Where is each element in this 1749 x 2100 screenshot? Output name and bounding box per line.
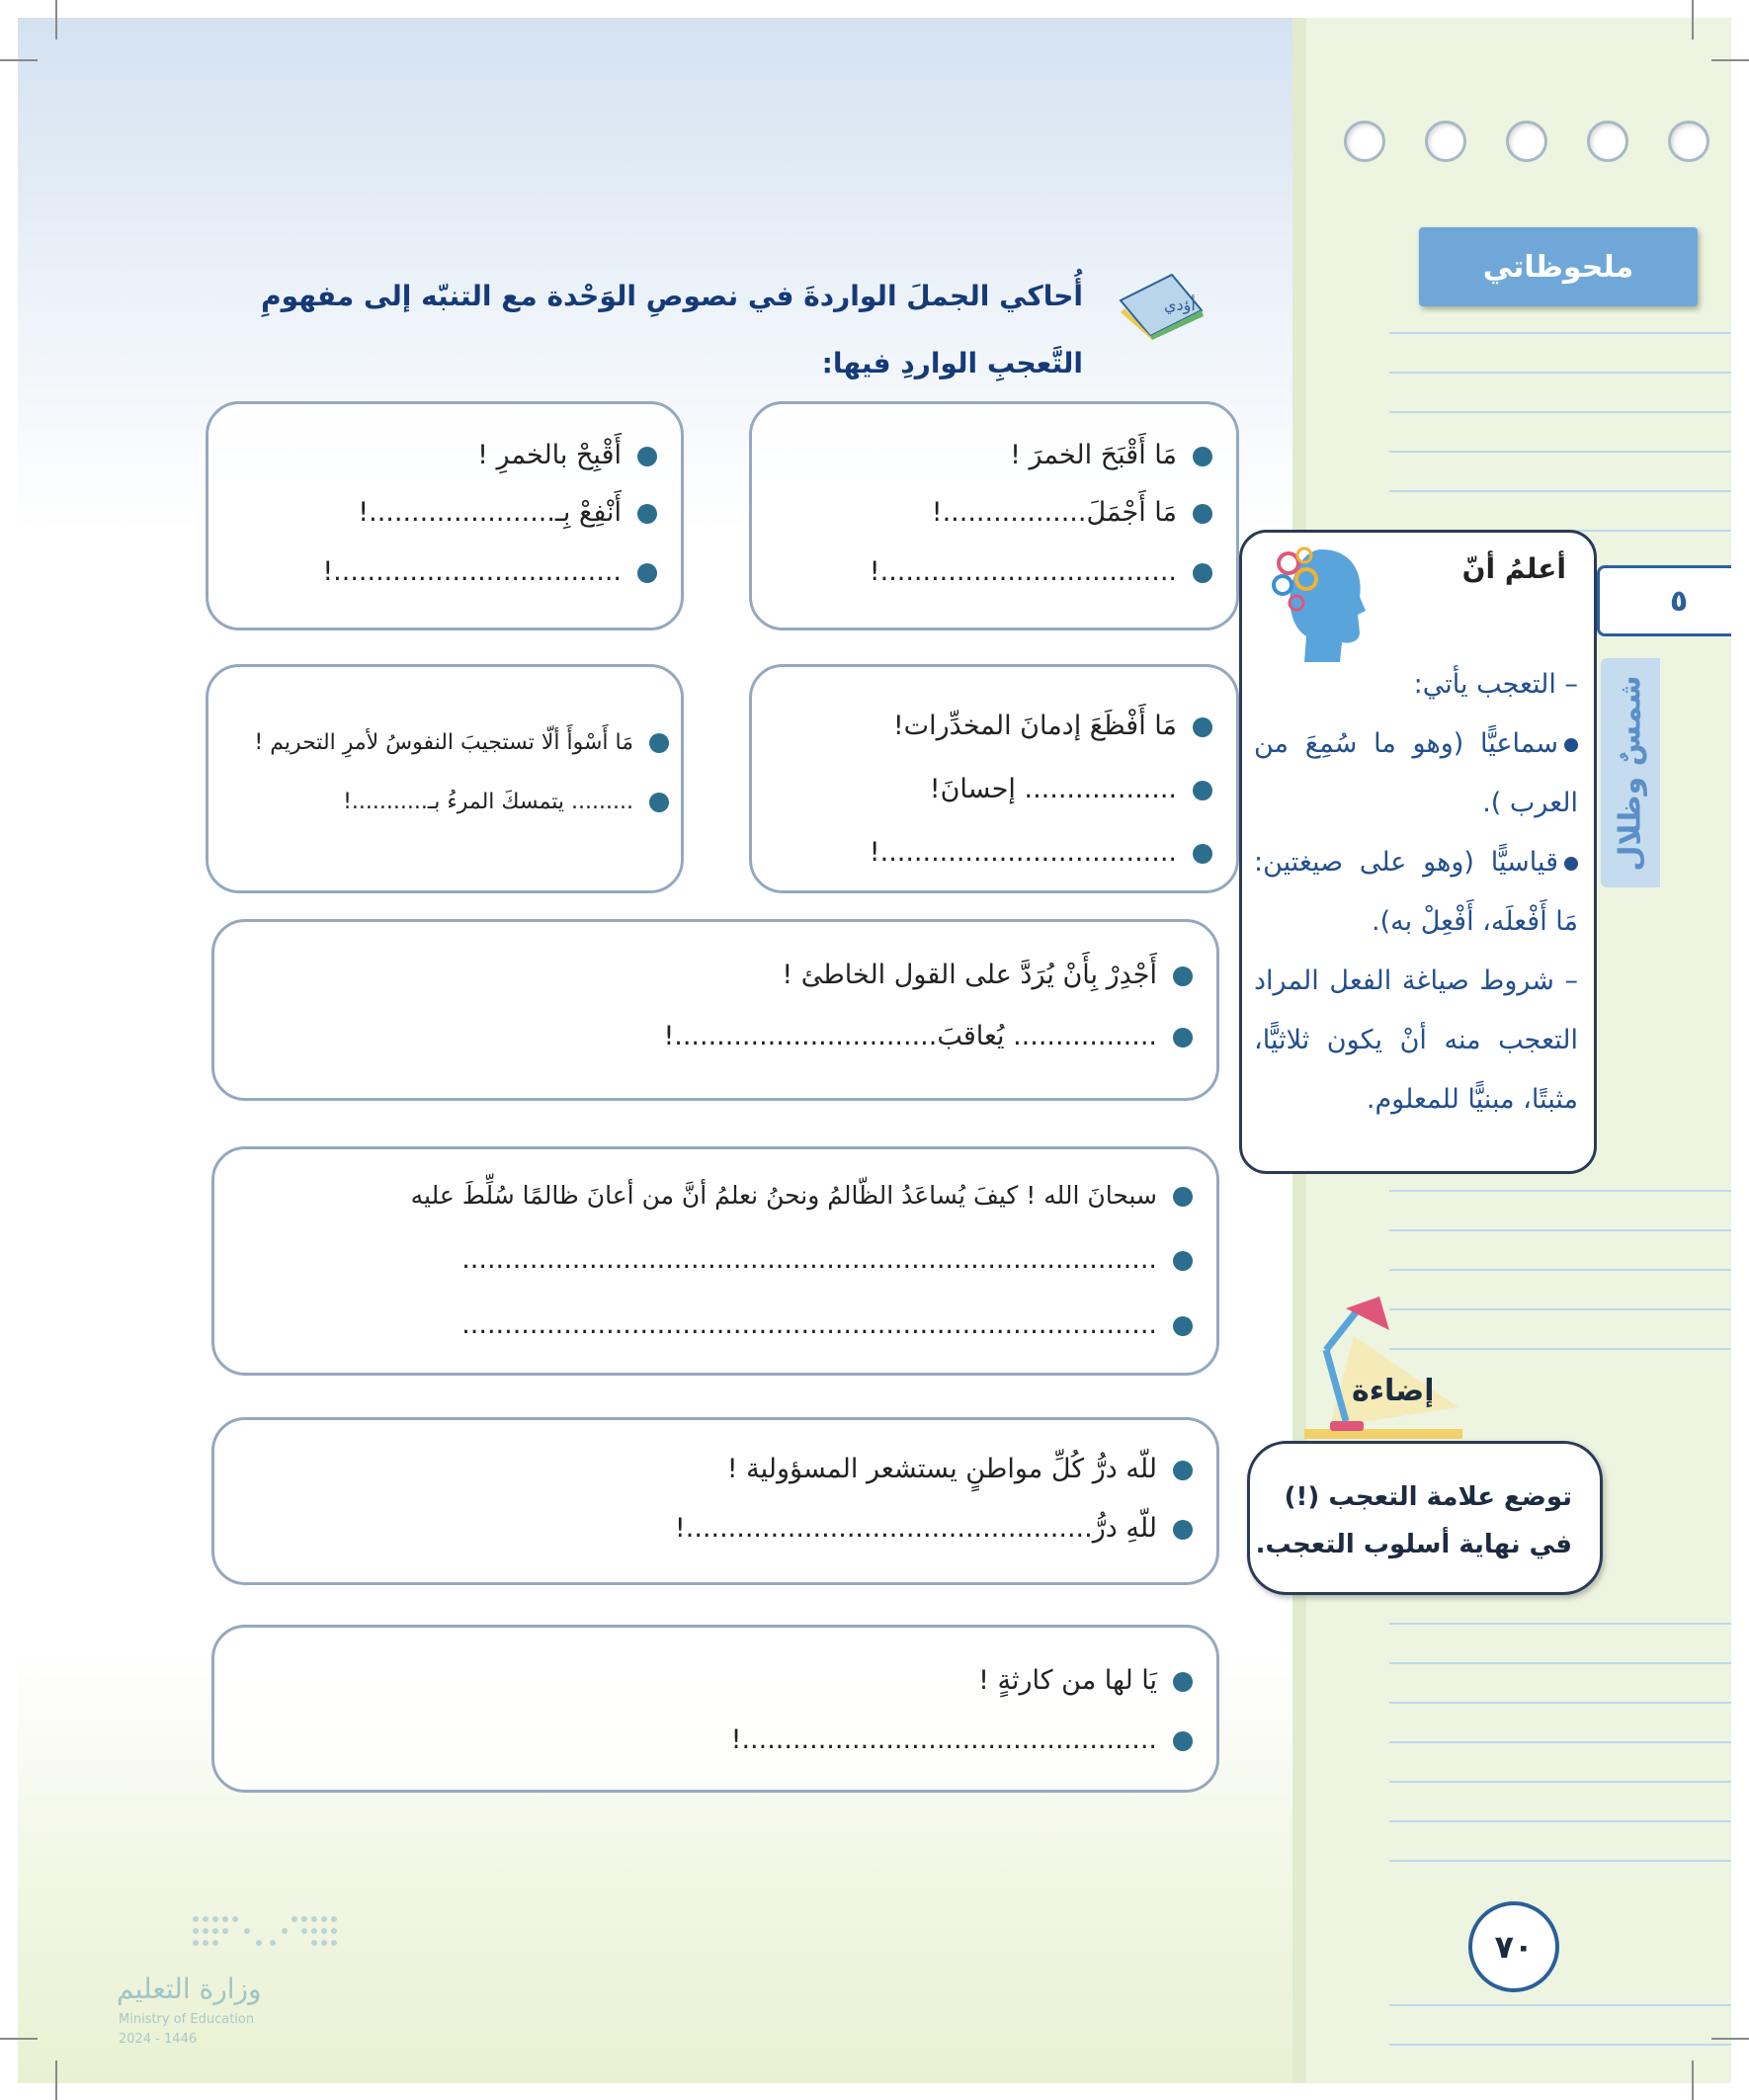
notes-rule (1389, 1269, 1731, 1271)
exercise-line: سبحانَ الله ! كيفَ يُساعَدُ الظّالمُ ونحنُ نعلمُ أنَّ من أعانَ ظالمًا سُلِّطَ عليه (234, 1181, 1193, 1210)
bullet-icon (1173, 1520, 1193, 1540)
bullet-icon (1193, 447, 1212, 466)
notes-rule (1389, 1820, 1731, 1822)
notes-rule (1389, 1702, 1731, 1704)
unit-vertical-tab-label: شمسٌ وظلال (1613, 674, 1648, 872)
crop-mark (55, 0, 57, 40)
bullet-icon (649, 793, 669, 812)
desk-lamp-icon (1291, 1291, 1478, 1443)
binder-hole (1506, 121, 1547, 162)
exercise-box-8 (211, 1625, 1219, 1793)
page-number: ٧٠ (1468, 1901, 1559, 1992)
exercise-line: يَا لها من كارثةٍ ! (234, 1665, 1193, 1696)
notes-rule (1389, 490, 1731, 492)
exercise-line: .................. إحسانَ! (772, 774, 1212, 804)
exercise-line: ...................................! (772, 837, 1212, 868)
exercise-line: .................................................! (234, 1724, 1193, 1755)
binder-hole (1425, 121, 1466, 162)
notes-rule (1389, 372, 1731, 374)
notes-rule (1389, 1781, 1731, 1783)
notes-rule (1389, 411, 1731, 413)
bullet-icon (1193, 563, 1212, 583)
bullet-icon (1564, 738, 1578, 752)
exercise-line: مَا أَسْوأَ ألّا تستجيبَ النفوسُ لأمرِ التحريم ! (214, 730, 669, 755)
notes-rule (1389, 1860, 1731, 1862)
binder-hole (1344, 121, 1385, 162)
thinking-head-icon (1265, 542, 1366, 668)
exercise-line: ...................................! (772, 556, 1212, 587)
know-that-paragraph: سماعيًّا (وهو ما سُمِعَ من العرب ). (1254, 728, 1578, 818)
crop-mark (1711, 59, 1749, 61)
crop-mark (55, 2060, 57, 2100)
bullet-icon (1193, 781, 1212, 800)
exercise-line: .................................................................................. (234, 1244, 1193, 1275)
textbook-page (18, 18, 1731, 2083)
notes-rule (1389, 2004, 1731, 2006)
bullet-icon (1173, 1187, 1193, 1207)
bullet-icon (1173, 1251, 1193, 1271)
bullet-icon (1173, 966, 1193, 986)
bullet-icon (637, 504, 657, 524)
ministry-name-ar: وزارة التعليم (117, 1973, 262, 2005)
exercise-instruction: أُحاكي الجملَ الواردةَ في نصوصِ الوَحْدة مع التنبّه إلى مفهومِ التَّعجبِ الواردِ فيها: (261, 280, 1083, 379)
notes-rule (1389, 2044, 1731, 2046)
illumination-title: إضاءة (1352, 1374, 1435, 1408)
exercise-line: للّهِ درُّ................................................! (234, 1513, 1193, 1544)
notes-rule (1389, 1229, 1731, 1231)
know-that-title: أعلمُ أنّ (1461, 552, 1566, 585)
exercise-line: ................. يُعاقبَ...............................! (234, 1021, 1193, 1051)
edition-year: 2024 - 1446 (119, 2032, 198, 2047)
bullet-icon (1193, 717, 1212, 737)
notes-rule (1389, 1741, 1731, 1743)
crop-mark (0, 2038, 38, 2040)
bullet-icon (1564, 857, 1578, 871)
bullet-icon (1173, 1316, 1193, 1336)
bullet-icon (1193, 504, 1212, 524)
exercise-line: مَا أَقْبَحَ الخمرَ ! (772, 440, 1212, 470)
exercise-line: أَقْبِحْ بالخمرِ ! (228, 440, 657, 470)
exercise-line: مَا أَجْمَلَ.................! (772, 497, 1212, 528)
crop-mark (0, 59, 38, 61)
notes-tab: ملحوظاتي (1419, 227, 1698, 306)
know-that-body (1254, 655, 1578, 1130)
bullet-icon (1173, 1461, 1193, 1480)
exercise-box-1 (749, 401, 1239, 630)
notes-rule (1389, 332, 1731, 334)
binder-hole (1668, 121, 1709, 162)
exercise-line: أَجْدِرْ بِأَنْ يُرَدَّ على القول الخاطئ ! (234, 960, 1193, 990)
bullet-icon (637, 563, 657, 583)
notes-rule (1389, 451, 1731, 453)
exercise-line: .................................................................................. (234, 1309, 1193, 1340)
crop-mark (1711, 2038, 1749, 2040)
crop-mark (1692, 2060, 1694, 2100)
exercise-box-2 (206, 401, 684, 630)
exercise-box-5 (211, 919, 1219, 1101)
exercise-box-3 (749, 664, 1239, 893)
notes-rule (1389, 1623, 1731, 1625)
write-task-icon (1113, 271, 1206, 340)
exercise-line: مَا أَفْظَعَ إدمانَ المخدِّرات! (772, 711, 1212, 741)
svg-text:أؤدي: أؤدي (1164, 295, 1196, 314)
bullet-icon (1193, 844, 1212, 864)
exercise-line: أَنْفِعْ بِـ......................! (228, 497, 657, 528)
unit-vertical-tab (1601, 658, 1660, 887)
exercise-line: ..................................! (228, 556, 657, 587)
binder-hole (1587, 121, 1628, 162)
bullet-icon (1173, 1672, 1193, 1692)
illumination-text (1256, 1473, 1572, 1568)
illumination-line: توضع علامة التعجب (!) (1284, 1482, 1572, 1512)
know-that-paragraph: قياسيًّا (وهو على صيغتين: مَا أَفْعلَه، أَفْعِلْ به). (1254, 847, 1578, 937)
ministry-name-en: Ministry of Education (119, 2012, 255, 2027)
crop-mark (1692, 0, 1694, 40)
chapter-number-tab: ٥ (1597, 565, 1731, 636)
bullet-icon (1173, 1731, 1193, 1751)
exercise-box-6 (211, 1146, 1219, 1376)
know-that-paragraph: – شروط صياغة الفعل المراد التعجب منه أنْ يكون ثلاثيًّا، مثبتًا، مبنيًّا للمعلوم. (1254, 966, 1578, 1115)
bullet-icon (1173, 1028, 1193, 1048)
bullet-icon (649, 733, 669, 753)
ministry-logo (97, 1909, 334, 2048)
notes-rule (1389, 1190, 1731, 1192)
exercise-box-4 (206, 664, 684, 893)
exercise-line: ......... يتمسكَ المرءُ بـ...........! (214, 790, 669, 814)
know-that-paragraph: – التعجب يأتي: (1413, 669, 1578, 700)
bullet-icon (637, 447, 657, 466)
ministry-dots-icon (188, 1909, 346, 1965)
illumination-box (1247, 1441, 1603, 1595)
exercise-line: للّه درُّ كُلِّ مواطنٍ يستشعر المسؤولية ! (234, 1454, 1193, 1484)
exercise-box-7 (211, 1417, 1219, 1585)
illumination-line: في نهاية أسلوب التعجب. (1255, 1530, 1572, 1559)
notes-rule (1389, 1662, 1731, 1664)
